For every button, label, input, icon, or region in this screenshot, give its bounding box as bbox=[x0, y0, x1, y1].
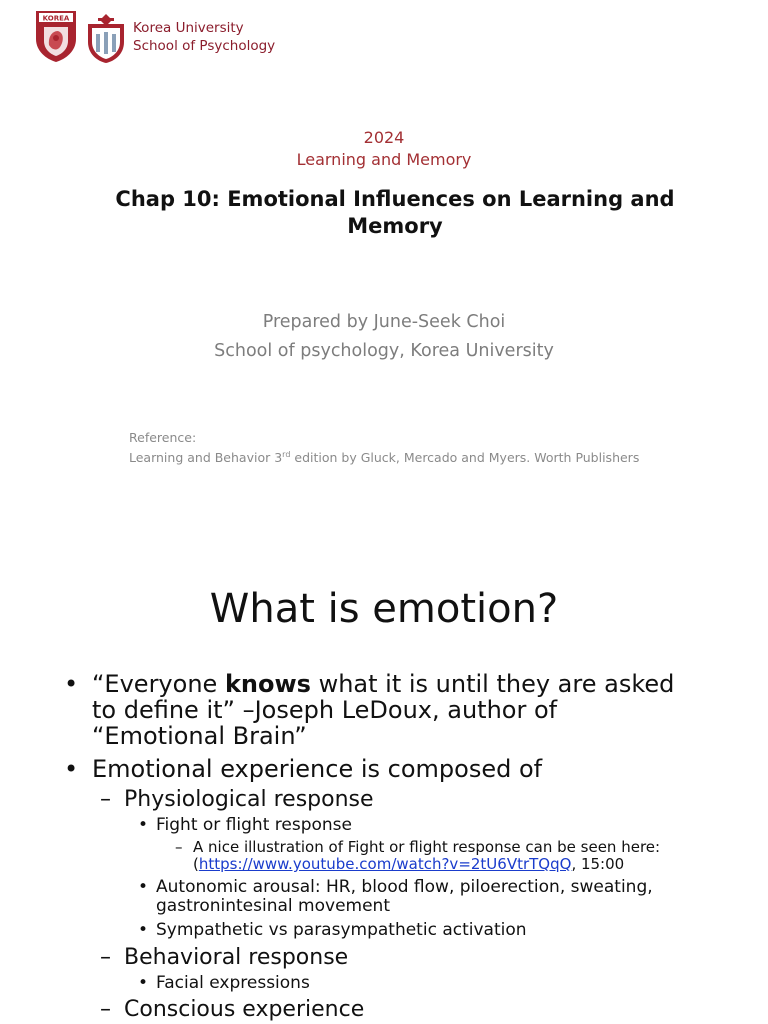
bullet-composition: Emotional experience is composed of bbox=[92, 755, 543, 783]
sub-physiological: Physiological response bbox=[124, 787, 374, 812]
bullet-ledoux-line1 bbox=[92, 671, 674, 697]
sub-behavioral: Behavioral response bbox=[124, 945, 349, 970]
svg-text:KOREA: KOREA bbox=[42, 14, 70, 23]
note-illustration-line1: A nice illustration of Fight or flight response can be seen here: bbox=[193, 838, 661, 856]
chapter-title-line2: Memory bbox=[347, 214, 443, 238]
quote-start: “Everyone bbox=[92, 670, 225, 698]
sub-conscious: Conscious experience bbox=[124, 997, 365, 1022]
dash-marker: – bbox=[100, 997, 111, 1022]
school-of-psychology-crest-icon bbox=[86, 12, 126, 64]
slide-title: What is emotion? bbox=[209, 586, 559, 632]
note-illustration-line2 bbox=[193, 856, 624, 873]
item-sympathetic: Sympathetic vs parasympathetic activation bbox=[156, 920, 527, 940]
chapter-title-line1: Chap 10: Emotional Influences on Learning and bbox=[115, 187, 675, 211]
affiliation: School of psychology, Korea University bbox=[214, 341, 554, 361]
course-year: 2024 bbox=[363, 128, 405, 147]
quote-cont: what it is until they are asked bbox=[310, 670, 675, 698]
course-name: Learning and Memory bbox=[296, 150, 472, 169]
item-facial-expressions: Facial expressions bbox=[156, 973, 310, 993]
bullet-marker: • bbox=[64, 670, 79, 698]
item-autonomic-line1: Autonomic arousal: HR, blood flow, piloerection, sweating, bbox=[156, 877, 653, 897]
dept-line-university: Korea University bbox=[133, 20, 244, 36]
reference-title: Learning and Behavior 3 bbox=[129, 450, 283, 465]
department-name bbox=[133, 19, 275, 55]
bullet-ledoux-line2: to define it” –Joseph LeDoux, author of bbox=[92, 696, 558, 724]
bullet-ledoux-line3: “Emotional Brain” bbox=[92, 722, 307, 750]
emphasis-knows: knows bbox=[224, 670, 311, 698]
reference-edition-suffix: rd bbox=[282, 450, 291, 459]
korea-university-crest-icon bbox=[34, 9, 78, 63]
reference-authors: edition by Gluck, Mercado and Myers. Worth Publishers bbox=[290, 450, 640, 465]
dept-line-school: School of Psychology bbox=[133, 38, 276, 54]
reference-label: Reference: bbox=[129, 430, 197, 445]
youtube-link[interactable]: https://www.youtube.com/watch?v=2tU6VtrTQqQ bbox=[198, 855, 572, 873]
dash-marker: – bbox=[100, 945, 111, 970]
bullet-marker: • bbox=[138, 973, 149, 993]
bullet-marker: • bbox=[138, 877, 149, 897]
emotion-slide bbox=[0, 560, 768, 1024]
reference-text bbox=[129, 450, 639, 465]
item-autonomic-line2: gastronintesinal movement bbox=[156, 896, 390, 916]
dash-marker: – bbox=[100, 787, 111, 812]
video-timestamp: , 15:00 bbox=[571, 855, 625, 873]
bullet-marker: • bbox=[138, 920, 149, 940]
bullet-marker: • bbox=[138, 815, 149, 835]
prepared-by: Prepared by June-Seek Choi bbox=[262, 312, 506, 332]
item-fight-or-flight: Fight or flight response bbox=[156, 815, 352, 835]
paren-open: ( bbox=[193, 855, 199, 873]
bullet-marker: • bbox=[64, 755, 79, 783]
chapter-title bbox=[110, 186, 680, 240]
dash-marker: – bbox=[175, 838, 183, 856]
